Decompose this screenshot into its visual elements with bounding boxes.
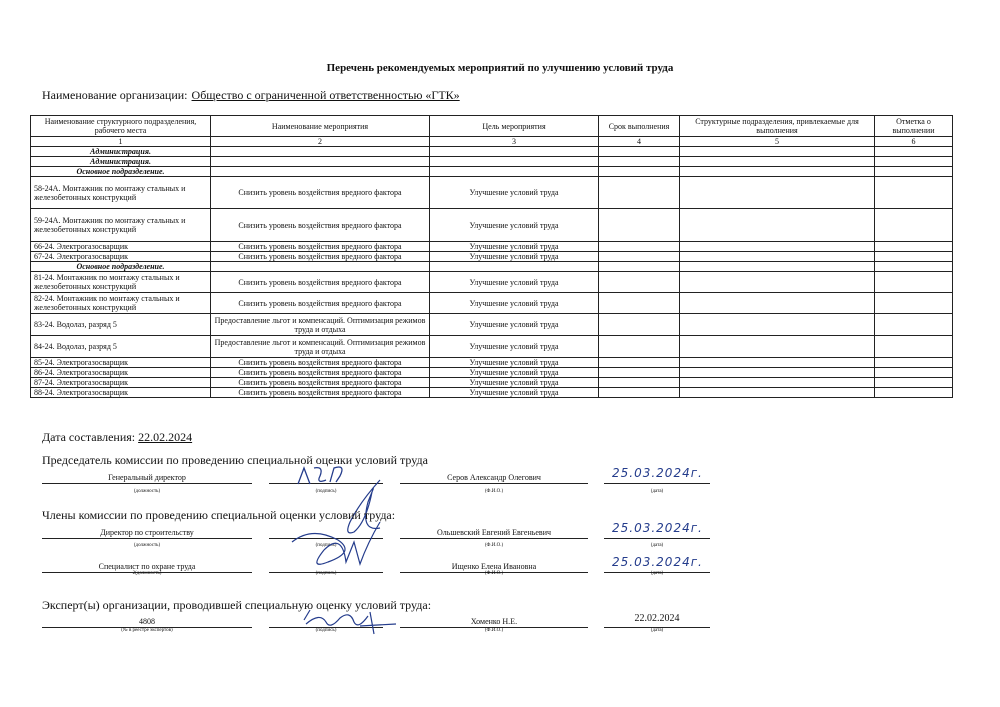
expert-signature-icon [300,606,400,646]
workplace-cell: 87-24. Электрогазосварщик [31,378,211,388]
goal-cell: Улучшение условий труда [430,336,599,358]
expert-heading: Эксперт(ы) организации, проводившей специальную оценку условий труда: [42,598,432,612]
section-name: Основное подразделение. [31,167,211,177]
section-row [31,157,953,167]
table-row [31,293,953,314]
measure-cell: Снизить уровень воздействия вредного фактора [211,252,430,262]
section-row [31,262,953,272]
goal-cell: Улучшение условий труда [430,368,599,378]
section-name: Основное подразделение. [31,262,211,272]
column-number-row [31,137,953,147]
measures-table [30,115,953,398]
table-row [31,177,953,209]
member-position: Директор по строительству [100,528,194,537]
members-heading: Члены комиссии по проведению специальной оценки условий труда: [42,508,396,522]
caption-date: (дата) [650,628,664,633]
compiled-date-value: 22.02.2024 [138,430,193,444]
organization-name: Общество с ограниченной ответственностью «ГТК» [191,88,460,102]
table-row [31,358,953,368]
col-number: 1 [31,137,211,147]
section-row [31,167,953,177]
chairman-name: Серов Александр Олегович [447,473,541,482]
table-header-row [31,116,953,137]
goal-cell: Улучшение условий труда [430,314,599,336]
caption-signature: (подпись) [315,628,337,633]
table-row [31,242,953,252]
caption-signature: (подпись) [315,543,337,548]
workplace-cell: 66-24. Электрогазосварщик [31,242,211,252]
caption-fio: (Ф.И.О.) [484,628,504,633]
section-name: Администрация. [31,157,211,167]
workplace-cell: 86-24. Электрогазосварщик [31,368,211,378]
workplace-cell: 84-24. Водолаз, разряд 5 [31,336,211,358]
caption-date: (дата) [650,489,664,494]
header-workplace: Наименование структурного подразделения, рабочего места [31,116,211,137]
measure-cell: Предоставление льгот и компенсаций. Оптимизация режимов труда и отдыха [211,314,430,336]
caption-date: (дата) [650,543,664,548]
caption-position: 2(должность) [132,571,162,576]
caption-position: (должность) [133,543,161,548]
goal-cell: Улучшение условий труда [430,252,599,262]
section-row [31,147,953,157]
header-completion: Отметка о выполнении [875,116,953,137]
table-row [31,388,953,398]
header-deadline: Срок выполнения [599,116,680,137]
member-name: Ольшевский Евгений Евгеньевич [436,528,552,537]
organization-line [42,88,460,103]
table-row [31,272,953,293]
measure-cell: Предоставление льгот и компенсаций. Оптимизация режимов труда и отдыха [211,336,430,358]
table-row [31,314,953,336]
caption-position: (должность) [133,489,161,494]
col-number: 5 [680,137,875,147]
measure-cell: Снизить уровень воздействия вредного фактора [211,209,430,242]
member-name: Ищенко Елена Ивановна [451,562,537,571]
header-measure: Наименование мероприятия [211,116,430,137]
chairman-position: Генеральный директор [108,473,186,482]
workplace-cell: 58-24А. Монтажник по монтажу стальных и железобетонных конструкций [31,177,211,209]
caption-fio: (Ф.И.О.) [484,571,504,576]
section-name: Администрация. [31,147,211,157]
goal-cell: Улучшение условий труда [430,378,599,388]
caption-fio: (Ф.И.О.) [484,543,504,548]
workplace-cell: 83-24. Водолаз, разряд 5 [31,314,211,336]
caption-signature: (подпись) [315,571,337,576]
header-goal: Цель мероприятия [430,116,599,137]
goal-cell: Улучшение условий труда [430,272,599,293]
measure-cell: Снизить уровень воздействия вредного фактора [211,293,430,314]
goal-cell: Улучшение условий труда [430,293,599,314]
workplace-cell: 59-24А. Монтажник по монтажу стальных и железобетонных конструкций [31,209,211,242]
col-number: 2 [211,137,430,147]
compiled-date-label: Дата составления: [42,430,136,444]
caption-date: (дата) [650,571,664,576]
workplace-cell: 85-24. Электрогазосварщик [31,358,211,368]
measure-cell: Снизить уровень воздействия вредного фактора [211,368,430,378]
goal-cell: Улучшение условий труда [430,177,599,209]
expert-date: 22.02.2024 [634,613,680,624]
member-position: Специалист по охране труда [98,562,196,571]
measure-cell: Снизить уровень воздействия вредного фактора [211,358,430,368]
col-number: 4 [599,137,680,147]
goal-cell: Улучшение условий труда [430,242,599,252]
workplace-cell: 88-24. Электрогазосварщик [31,388,211,398]
compiled-date-line [42,430,192,445]
goal-cell: Улучшение условий труда [430,388,599,398]
measure-cell: Снизить уровень воздействия вредного фактора [211,177,430,209]
measure-cell: Снизить уровень воздействия вредного фактора [211,272,430,293]
caption-fio: (Ф.И.О.) [484,489,504,494]
table-row [31,368,953,378]
table-row [31,252,953,262]
chairman-date: 25.03.2024г. [612,466,703,480]
col-number: 6 [875,137,953,147]
measure-cell: Снизить уровень воздействия вредного фактора [211,388,430,398]
goal-cell: Улучшение условий труда [430,358,599,368]
expert-registry-number: 4808 [139,617,155,626]
expert-name: Хоменко Н.Е. [470,617,518,626]
member-date: 25.03.2024г. [612,521,703,535]
header-departments: Структурные подразделения, привлекаемые для выполнения [680,116,875,137]
workplace-cell: 82-24. Монтажник по монтажу стальных и железобетонных конструкций [31,293,211,314]
page-title: Перечень рекомендуемых мероприятий по улучшению условий труда [326,62,674,74]
organization-label: Наименование организации: [42,88,188,102]
goal-cell: Улучшение условий труда [430,209,599,242]
table-row [31,209,953,242]
workplace-cell: 81-24. Монтажник по монтажу стальных и железобетонных конструкций [31,272,211,293]
table-row [31,378,953,388]
col-number: 3 [430,137,599,147]
measure-cell: Снизить уровень воздействия вредного фактора [211,242,430,252]
chairman-heading: Председатель комиссии по проведению специальной оценки условий труда [42,453,428,467]
table-row [31,336,953,358]
measure-cell: Снизить уровень воздействия вредного фактора [211,378,430,388]
caption-registry: (№ в реестре экспертов) [121,628,173,633]
member-date: 25.03.2024г. [612,555,703,569]
caption-signature: (подпись) [315,489,337,494]
workplace-cell: 67-24. Электрогазосварщик [31,252,211,262]
